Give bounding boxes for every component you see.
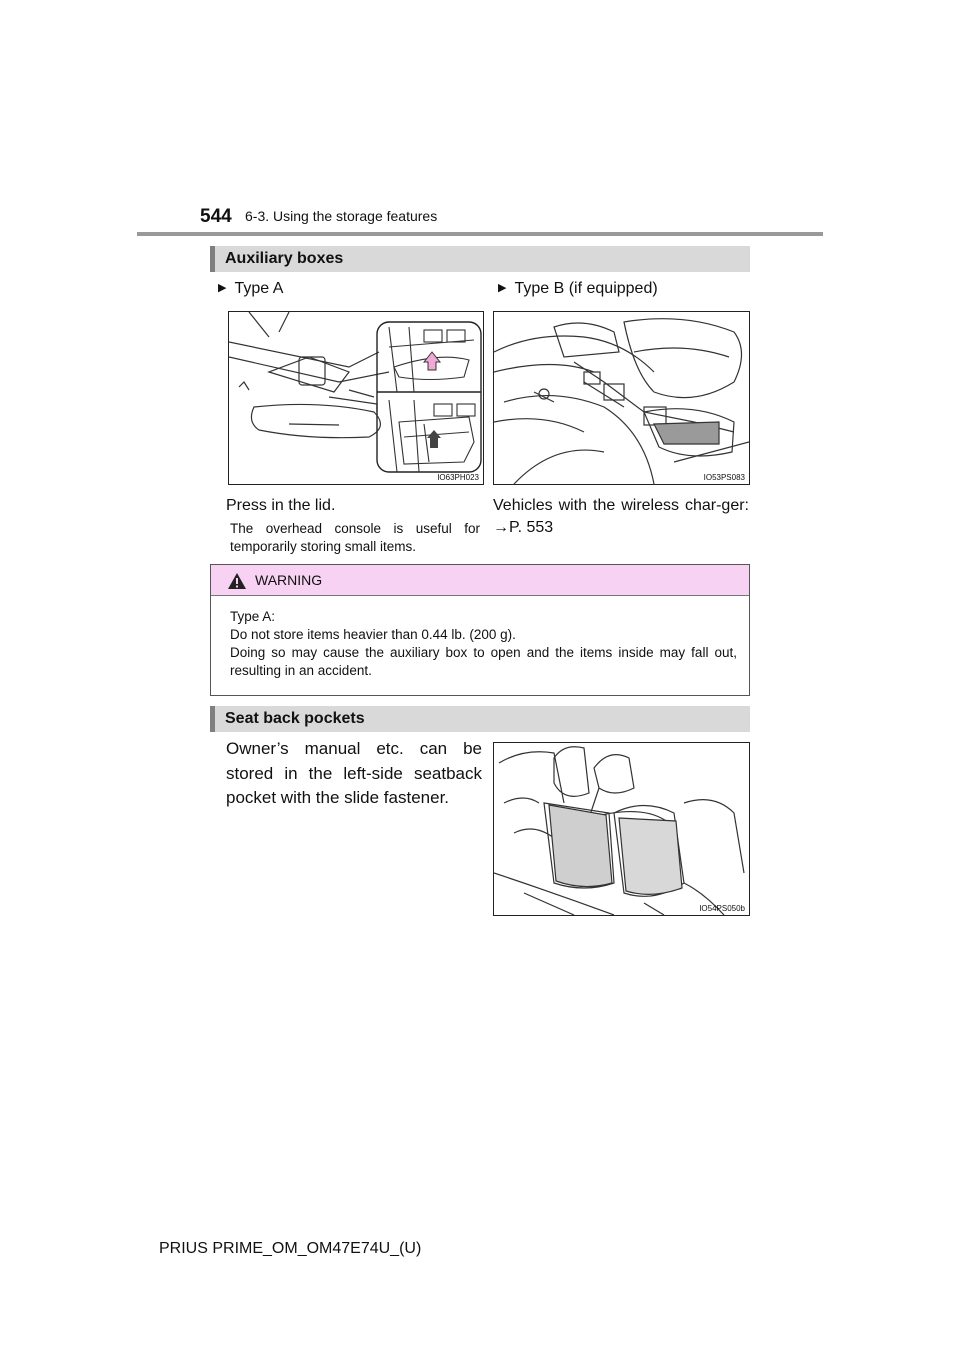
footer-manual-id: PRIUS PRIME_OM_OM47E74U_(U) bbox=[159, 1240, 422, 1257]
auxiliary-boxes-heading: Auxiliary boxes bbox=[210, 246, 750, 272]
triangle-bullet-icon: ▶ bbox=[218, 282, 227, 294]
warning-header bbox=[211, 565, 749, 596]
wireless-charger-reference: Vehicles with the wireless char-ger: →P. 553 bbox=[493, 497, 749, 536]
type-a-label: ▶ Type A bbox=[218, 280, 284, 297]
warning-line: Doing so may cause the auxiliary box to open and the items inside may fall out, resulting in an accident. bbox=[230, 645, 737, 678]
warning-heading: WARNING bbox=[255, 572, 323, 588]
seatback-pocket-text: Owner’s manual etc. can be stored in the left-side seatback pocket with the slide fastener. bbox=[226, 739, 482, 807]
seat-back-pockets-heading: Seat back pockets bbox=[210, 706, 750, 732]
page-number: 544 bbox=[200, 206, 232, 227]
warning-line: Do not store items heavier than 0.44 lb. (200 g). bbox=[230, 627, 516, 642]
triangle-bullet-icon: ▶ bbox=[498, 282, 507, 294]
overhead-console-note: The overhead console is useful for temporarily storing small items. bbox=[230, 521, 480, 554]
seatback-pocket-illustration bbox=[493, 742, 750, 916]
figure-code: IO63PH023 bbox=[437, 473, 479, 482]
overhead-console-illustration bbox=[228, 311, 484, 485]
type-b-label: ▶ Type B (if equipped) bbox=[498, 280, 658, 297]
warning-line: Type A: bbox=[230, 609, 276, 624]
warning-triangle-icon bbox=[227, 570, 247, 600]
center-console-illustration bbox=[493, 311, 750, 485]
figure-code: IO54PS050b bbox=[699, 904, 745, 913]
header-rule bbox=[137, 232, 823, 236]
figure-code: IO53PS083 bbox=[703, 473, 745, 482]
press-in-lid-text: Press in the lid. bbox=[226, 497, 336, 514]
warning-box bbox=[210, 564, 750, 696]
section-title: 6-3. Using the storage features bbox=[245, 208, 438, 224]
warning-body bbox=[211, 596, 749, 680]
